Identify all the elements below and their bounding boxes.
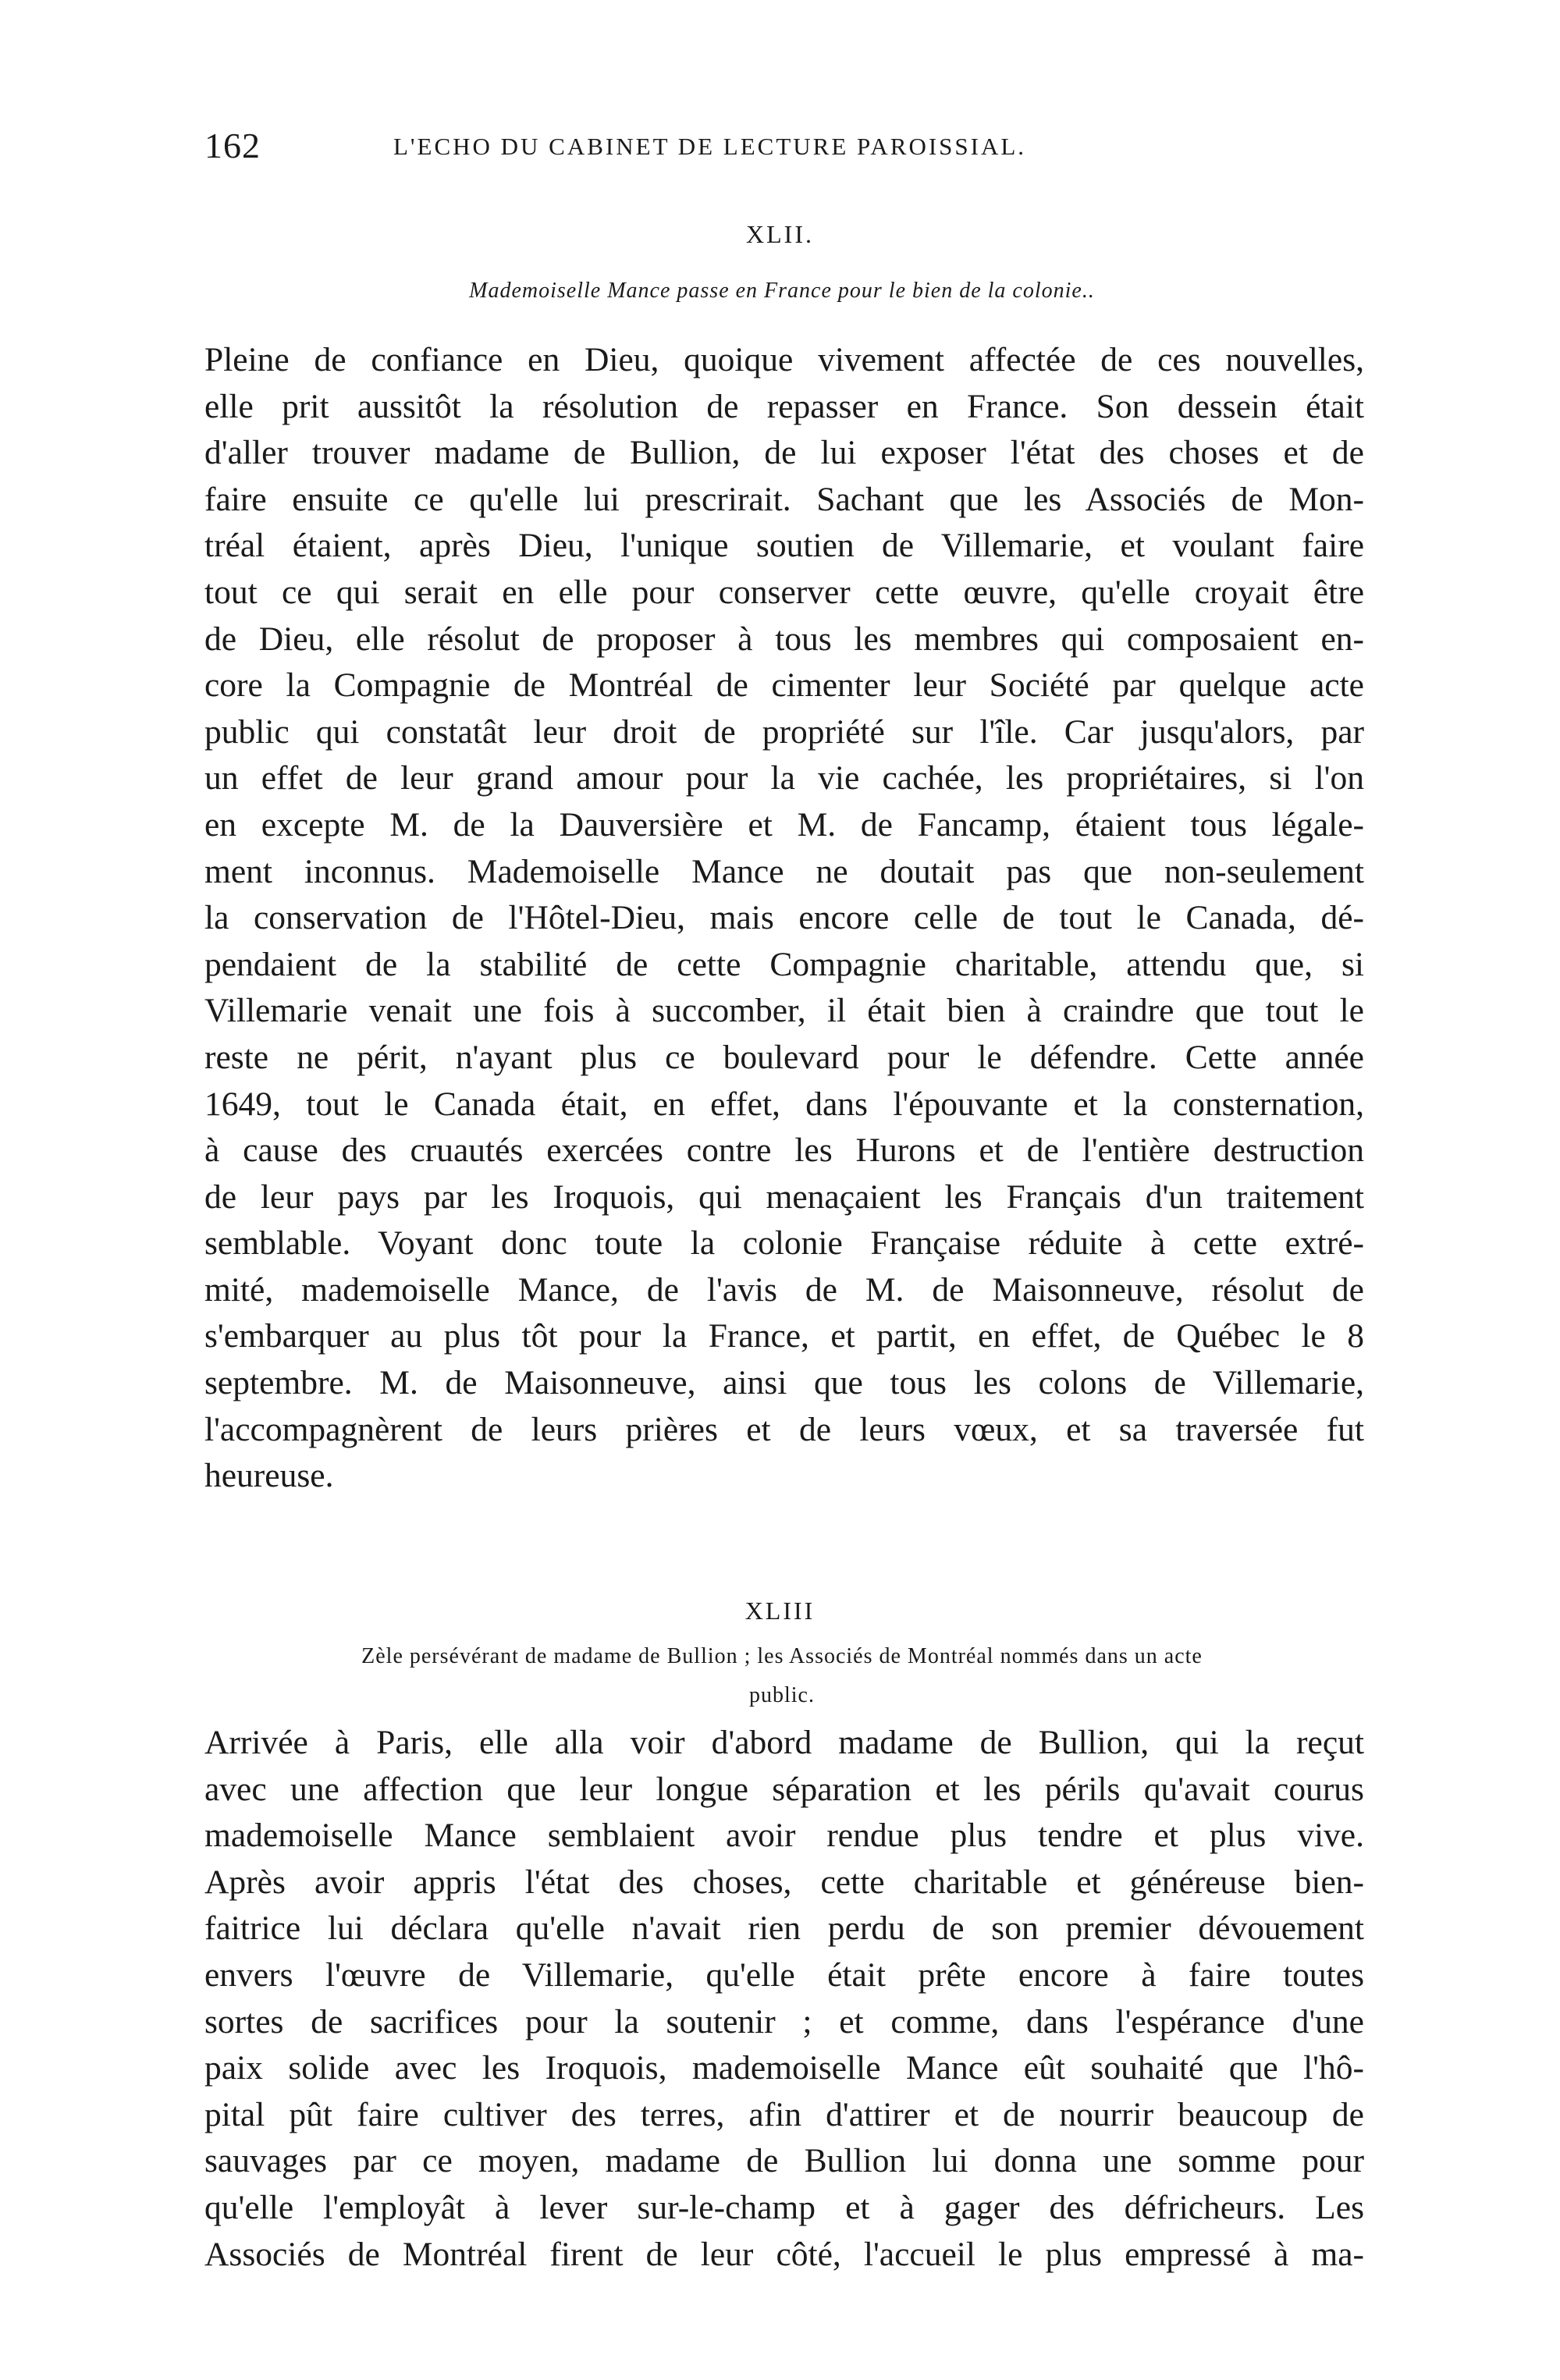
summary-line: Zèle persévérant de madame de Bullion ; les Associés de Montréal nommés dans un acte xyxy=(361,1644,1203,1668)
text-line: un effet de leur grand amour pour la vie cachée, les propriétaires, si l'on xyxy=(204,759,1364,797)
text-line: avec une affection que leur longue séparation et les périls qu'avait courus xyxy=(204,1770,1364,1808)
text-line: la conservation de l'Hôtel-Dieu, mais encore celle de tout le Canada, dé- xyxy=(204,899,1364,937)
text-line: Après avoir appris l'état des choses, cette charitable et généreuse bien- xyxy=(204,1863,1364,1901)
text-line: mité, mademoiselle Mance, de l'avis de M. de Maisonneuve, résolut de xyxy=(204,1270,1364,1309)
text-line: public qui constatât leur droit de propriété sur l'île. Car jusqu'alors, par xyxy=(204,712,1364,751)
summary-line: public. xyxy=(749,1683,815,1707)
text-line: en excepte M. de la Dauversière et M. de Fancamp, étaient tous légale- xyxy=(204,805,1364,844)
section-number-xliii: XLIII xyxy=(744,1597,816,1625)
paragraph-xliii xyxy=(204,1720,1364,2278)
page-number: 162 xyxy=(204,126,261,165)
text-line: heureuse. xyxy=(204,1457,334,1495)
section-number-xlii: XLII. xyxy=(746,220,814,248)
text-line: core la Compagnie de Montréal de cimenter leur Société par quelque acte xyxy=(204,666,1364,705)
section-summary-xlii: Mademoiselle Mance passe en France pour le bien de la colonie.. xyxy=(469,279,1095,303)
text-line: pendaient de la stabilité de cette Compagnie charitable, attendu que, si xyxy=(204,945,1364,983)
text-line: l'accompagnèrent de leurs prières et de leurs vœux, et sa traversée fut xyxy=(204,1410,1364,1448)
text-line: sortes de sacrifices pour la soutenir ; et comme, dans l'espérance d'une xyxy=(204,2002,1364,2041)
text-line: mademoiselle Mance semblaient avoir rendue plus tendre et plus vive. xyxy=(204,1817,1364,1855)
text-line: tréal étaient, après Dieu, l'unique soutien de Villemarie, et voulant faire xyxy=(204,527,1364,565)
text-line: de leur pays par les Iroquois, qui menaçaient les Français d'un traitement xyxy=(204,1178,1364,1216)
text-line: paix solide avec les Iroquois, mademoiselle Mance eût souhaité que l'hô- xyxy=(204,2049,1364,2087)
text-line: envers l'œuvre de Villemarie, qu'elle était prête encore à faire toutes xyxy=(204,1956,1364,1994)
journal-title: L'ECHO DU CABINET DE LECTURE PAROISSIAL. xyxy=(393,133,1027,160)
text-line: semblable. Voyant donc toute la colonie Française réduite à cette extré- xyxy=(204,1224,1364,1263)
text-line: Associés de Montréal firent de leur côté, l'accueil le plus empressé à ma- xyxy=(204,2235,1364,2273)
text-line: de Dieu, elle résolut de proposer à tous les membres qui composaient en- xyxy=(204,620,1364,658)
text-line: à cause des cruautés exercées contre les Hurons et de l'entière destruction xyxy=(204,1131,1364,1170)
paragraph-xlii xyxy=(204,337,1364,1500)
running-header xyxy=(204,125,1375,172)
text-line: sauvages par ce moyen, madame de Bullion lui donna une somme pour xyxy=(204,2142,1364,2180)
text-line: s'embarquer au plus tôt pour la France, et partit, en effet, de Québec le 8 xyxy=(204,1317,1364,1355)
text-line: faire ensuite ce qu'elle lui prescrirait. Sachant que les Associés de Mon- xyxy=(204,480,1364,518)
text-line: Pleine de confiance en Dieu, quoique vivement affectée de ces nouvelles, xyxy=(204,341,1364,378)
text-line: reste ne périt, n'ayant plus ce boulevard pour le défendre. Cette année xyxy=(204,1038,1364,1076)
text-line: pital pût faire cultiver des terres, afin d'attirer et de nourrir beaucoup de xyxy=(204,2095,1364,2133)
text-line: ment inconnus. Mademoiselle Mance ne doutait pas que non-seulement xyxy=(204,852,1364,890)
text-line: d'aller trouver madame de Bullion, de lui exposer l'état des choses et de xyxy=(204,434,1364,472)
text-line: qu'elle l'employât à lever sur-le-champ et à gager des défricheurs. Les xyxy=(204,2188,1364,2226)
text-line: 1649, tout le Canada était, en effet, dans l'épouvante et la consternation, xyxy=(204,1085,1364,1123)
text-line: Villemarie venait une fois à succomber, il était bien à craindre que tout le xyxy=(204,992,1364,1030)
text-line: septembre. M. de Maisonneuve, ainsi que tous les colons de Villemarie, xyxy=(204,1364,1364,1402)
section-summary-xliii xyxy=(204,1637,1359,1715)
text-line: faitrice lui déclara qu'elle n'avait rien perdu de son premier dévouement xyxy=(204,1909,1364,1948)
text-line: Arrivée à Paris, elle alla voir d'abord madame de Bullion, qui la reçut xyxy=(204,1724,1364,1761)
text-line: elle prit aussitôt la résolution de repasser en France. Son dessein était xyxy=(204,387,1364,425)
text-line: tout ce qui serait en elle pour conserver cette œuvre, qu'elle croyait être xyxy=(204,573,1364,611)
